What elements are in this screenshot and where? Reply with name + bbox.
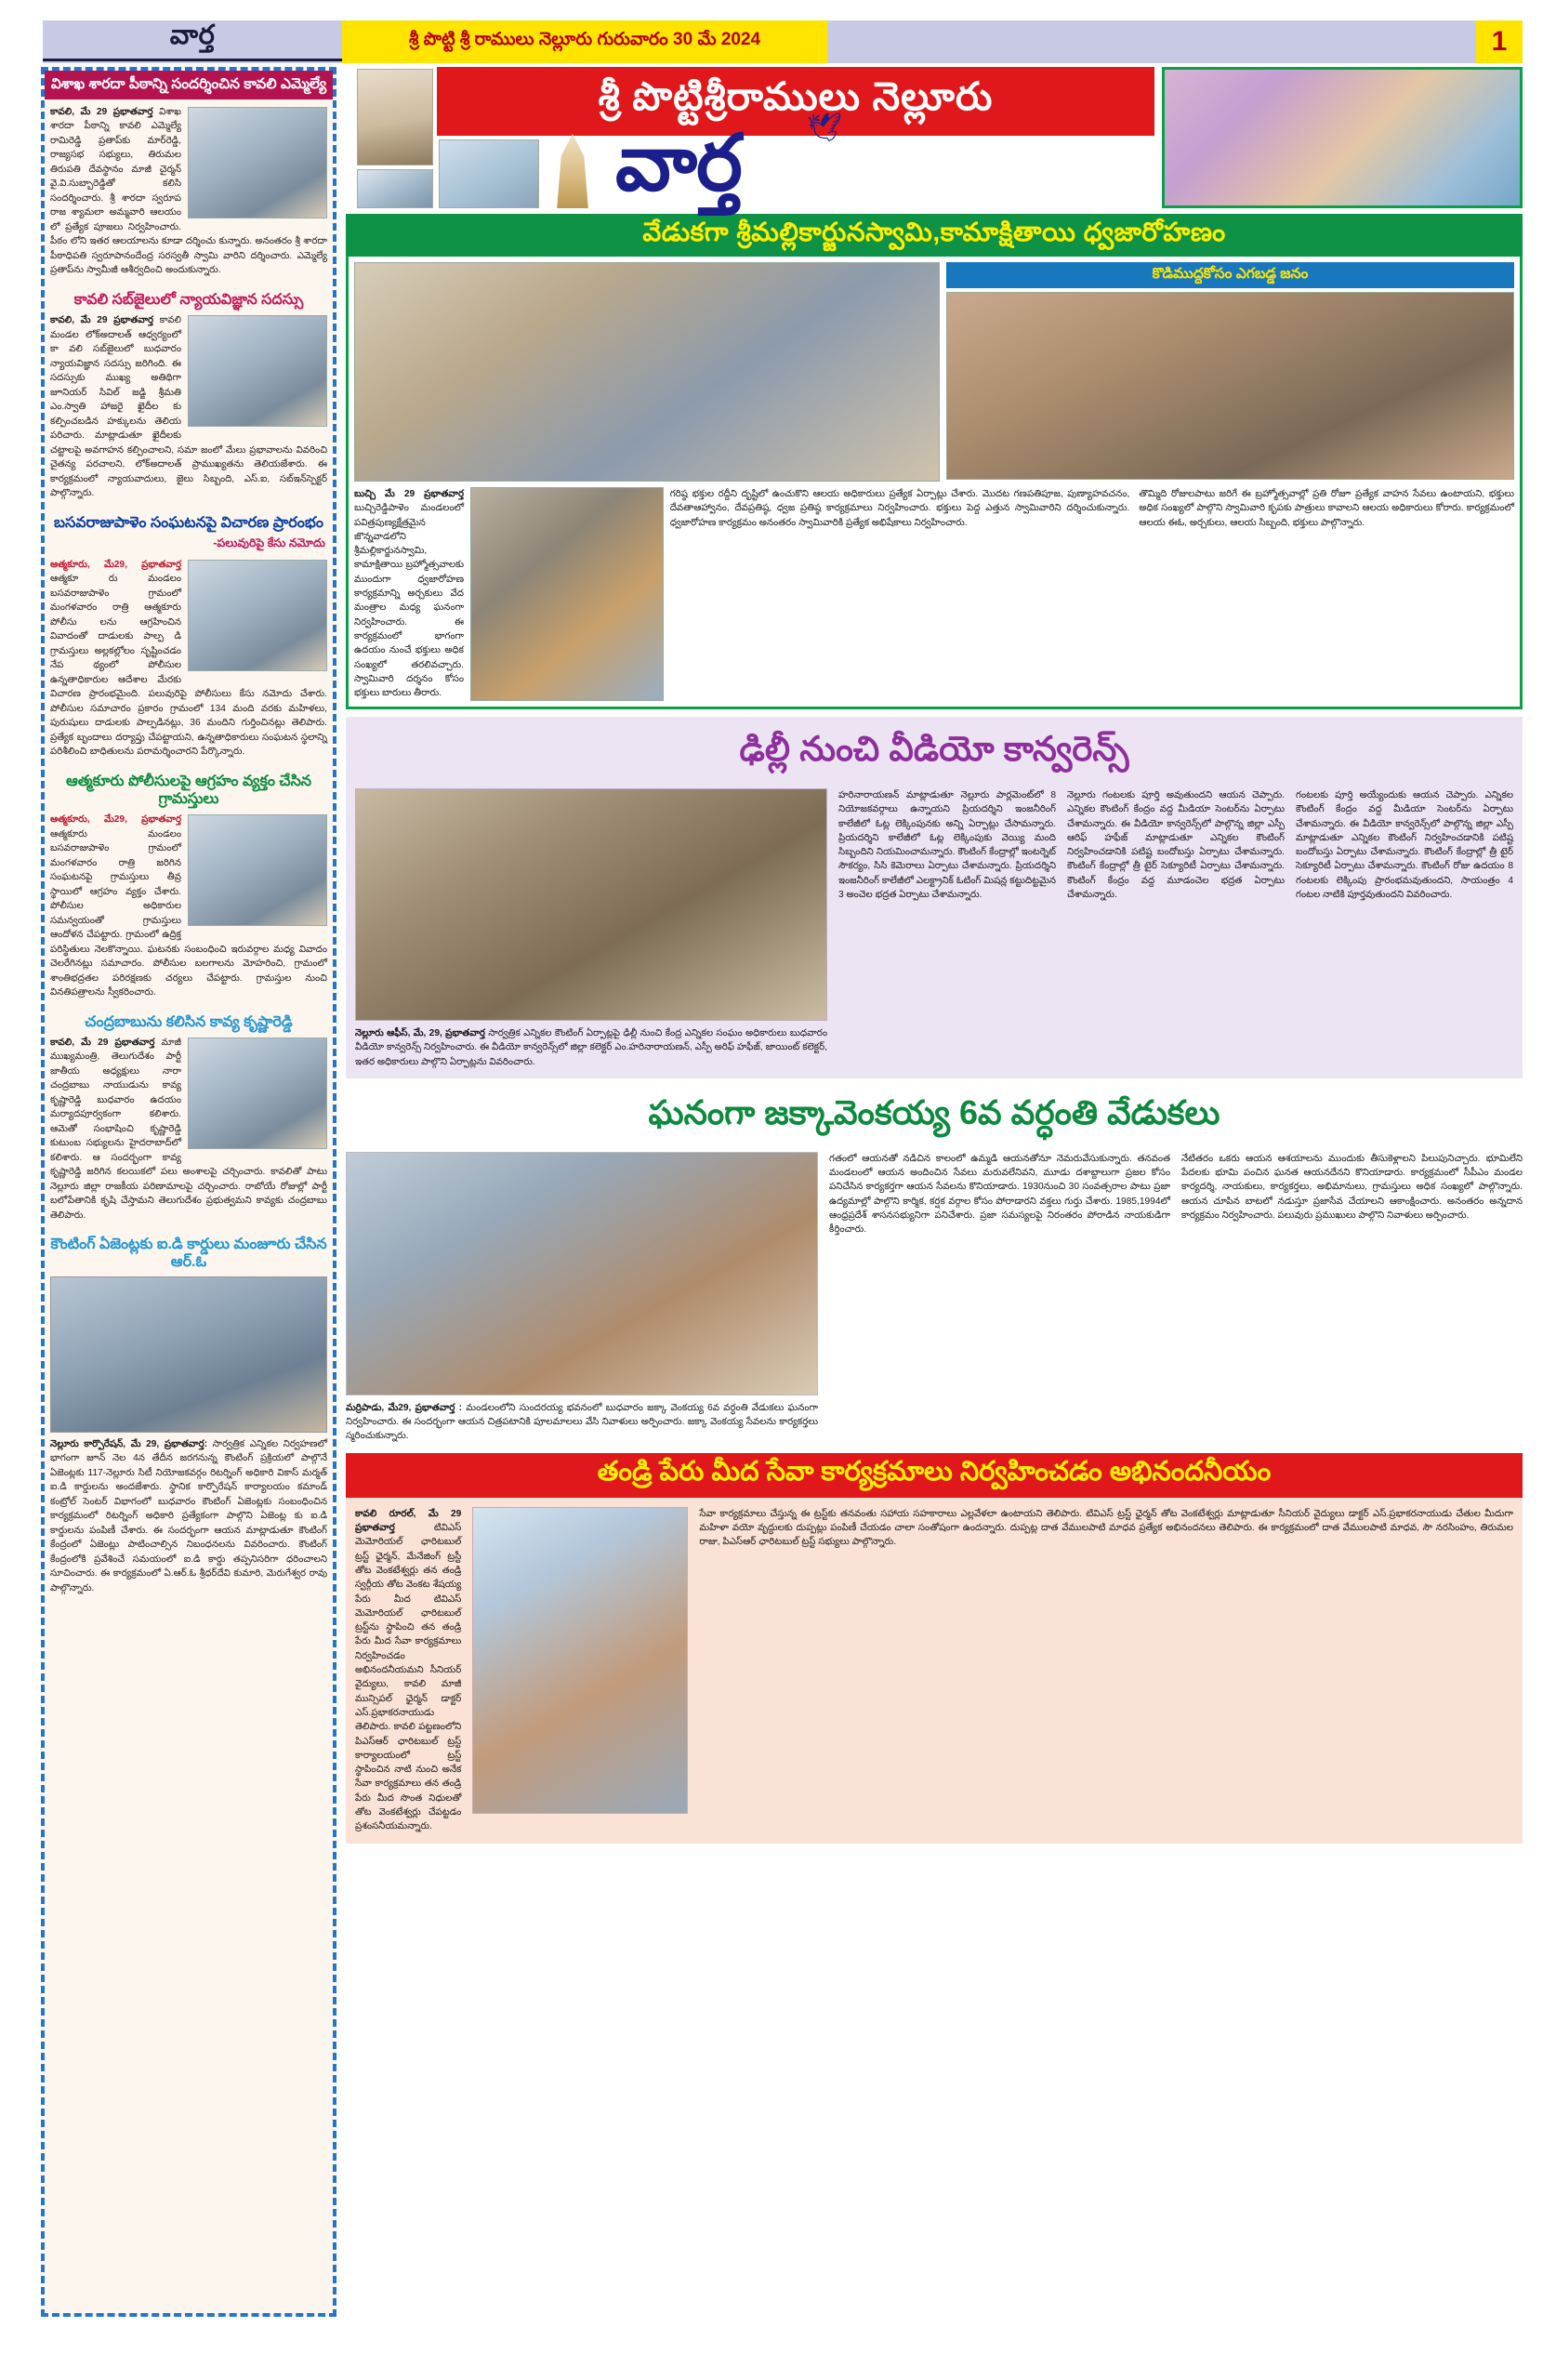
left-article-1-text: విశాఖ శారదా పీఠాన్ని కావలి ఎమ్మెల్యే రామిరెడ్డి ప్రతాప్‌కు మార్‌రెడ్డి, రాజ్యసభ సభ్యులు, తిరుమల తిరుపతి దేవస్థానం మాజీ చైర్మన్ వై.వి.సుబ్బారెడ్డితో కలిసి సందర్శించారు. శ్రీ శారదా స్వరూప రాజ శ్యామలా అమ్మవారి ఆలయం లో ప్రత్యేక పూజలు నిర్వహించారు. పీఠం లోని ఇతర ఆలయాలను కూడా దర్శించు కున్నారు. అనంతరం శ్రీ శారదా పీఠాధిపతి స్వరూపానందేంద్ర సరస్వతీ స్వామి వారిని దర్శించారు. ఎమ్మెల్యే ప్రతాప్‌ను స్వామీజీ ఆశీర్వదించి అందుకున్నారు.	[50, 106, 327, 276]
masthead-block	[346, 67, 1523, 208]
jakka-caption-text: మండలంలోని సుందరయ్య భవనంలో బుధవారం జక్కా వెంకయ్య 6వ వర్ధంతి వేడుకలు ఘనంగా నిర్వహించారు. ఈ సందర్భంగా ఆయన చిత్రపటానికి పూలమాలలు వేసి నివాళులు అర్పించారు. జక్కా వెంకయ్య సేవలను కార్యకర్తలు స్మరించుకున్నారు.	[346, 1402, 818, 1442]
left-article-2-headline: కావలి సబ్‌జైలులో న్యాయవిజ్ఞాన సదస్సు	[73, 291, 304, 308]
masthead-dateline: శ్రీ పొట్టి శ్రీ రాములు నెల్లూరు గురువారం 30 మే 2024	[342, 20, 827, 63]
left-column	[41, 67, 336, 2317]
jakka-text-cols	[829, 1152, 1523, 1444]
red-body-col1-text: టివిఎస్ మెమోరియల్ ఛారిటబుల్ ట్రస్ట్ ఛైర్మన్, మేనేజింగ్ ట్రస్టీ తోట వెంకటేశ్వర్లు తన తండ్రి స్వర్గీయ తోట వెంకట శేషయ్య పేరు మీద టివిఎస్ మెమోరియల్ ఛారిటబుల్ ట్రస్ట్‌ను స్థాపించి తన తండ్రి పేరు మీద సేవా కార్యక్రమాలు నిర్వహించడం అభినందనీయమని సీనియర్ వైద్యులు, కావలి మాజీ మున్సిపల్ ఛైర్మన్ డాక్టర్ ఎస్.ప్రభాకరనాయుడు తెలిపారు. కావలి పట్టణంలోని పిఎస్‌ఆర్ ఛారిటబుల్ ట్రస్ట్ కార్యాలయంలో ట్రస్ట్ స్థాపించిన నాటి నుంచి అనేక సేవా కార్యక్రమాలు తన తండ్రి పేరు మీద సొంత నిధులతో తోట వెంకటేశ్వర్లు చేపట్టడం ప్రశంసనీయమన్నారు.	[355, 1523, 462, 1832]
green-section-right	[946, 262, 1514, 482]
left-article-6-body	[50, 1437, 327, 1596]
video-conference-headline: ఢిల్లీ నుంచి వీడియో కాన్వరెన్స్	[739, 730, 1129, 768]
jakka-memorial-photo	[346, 1152, 818, 1395]
masthead-topbar	[43, 20, 1523, 63]
left-article-1-dateline: కావలి, మే 29 ప్రభాతవార్త	[50, 106, 153, 117]
left-article-3-text: ఆత్మకూ రు మండలం బసవరాజుపాళెం గ్రామంలో మంగళవారం రాత్రి ఆత్మకూరు పోలీసు లను ఆగ్రహించిన వివాదంతో దాడులకు పాల్ప డి గ్రామస్తులు అల్లకల్లోలం సృష్టించడం నేప థ్యంలో పోలీసుల ఉన్నతాధికారుల ఆదేశాల మేరకు విచారణ ప్రారంభమైంది. పలువురిపై పోలీసులు కేసు నమోదు చేశారు. పోలీసుల సమాచారం ప్రకారం గ్రామంలో 134 మంది వరకు మహిళలు, పురుషులు దాడులకు పాల్పడినట్లు, 36 మందిని గుర్తించినట్లు తెలిపారు. ప్రత్యేక బృందాలు దర్యాప్తు చేపట్టాయని, ఉన్నతాధికారులు సంఘటన స్థలాన్ని పరిశీలించి బాధితులను పరామర్శించారని పేర్కొన్నారు.	[50, 574, 327, 758]
left-article-6-photo	[50, 1276, 327, 1433]
masthead-left	[346, 67, 1154, 208]
left-article-5-text: మాజీ ముఖ్యమంత్రి, తెలుగుదేశం పార్టీ జాతీయ అధ్యక్షులు నారా చంద్రబాబు నాయుడును కావ్య కృష్ణారెడ్డి బుధవారం ఉదయం మర్యాదపూర్వకంగా కలిశారు. ఆమెతో సంభాషించి కృష్ణారెడ్డి కుటుంబ సభ్యులను హైదరాబాద్‌లో కలిశారు. ఆ సందర్భంగా కావ్య కృష్ణారెడ్డి జరిగిన కలయికలో పలు అంశాలపై చర్చించారు. కావలితో పాటు నెల్లూరు జిల్లా రాజకీయ పరిణామాలపై చర్చించారు. రాబోయే రోజుల్లో పార్టీ బలోపేతానికి కృషి చేస్తామని తెలుగుదేశం ప్రభుత్వమని కావ్యకు చంద్రబాబు తెలిపారు.	[50, 1037, 327, 1221]
left-article-5-headline: చంద్రబాబును కలిసిన కావ్య కృష్ణారెడ్డి	[85, 1013, 293, 1030]
left-article-2	[50, 313, 327, 506]
video-conference-row	[355, 788, 1513, 1069]
conference-body-col1: హరినారాయణన్ మాట్లాడుతూ నెల్లూరు పార్లమెంట్‌లో 8 నియోజకవర్గాలు ఉన్నాయని ప్రియదర్శిని ఇంజనీరింగ్ కాలేజీలో ఓట్ల లెక్కింపునకు అన్ని ఏర్పాట్లు చేసామన్నారు. ప్రియదర్శిని కాలేజీలో ఓట్ల లెక్కింపుకు వెయ్యి మంది సిబ్బందిని నియమించామన్నారు. కౌంటింగ్ కేంద్రాల్లో ఇంటర్నెట్ సౌకర్యం, సిసి కెమెరాలు ఏర్పాటు చేశామన్నారు. ప్రియదర్శిని ఇంజనీరింగ్ కాలేజీలో ఎలక్ట్రానిక్ ఓటింగ్ మిషన్ల కట్టుదిట్టమైన 3 అంచెల భద్రత ఏర్పాటు చేశామన్నారు.	[838, 790, 1056, 901]
conference-caption-dateline: నెల్లూరు ఆఫీస్, మే, 29, ప్రభాతవార్త	[355, 1028, 485, 1038]
left-article-4-headline: ఆత్మకూరు పోలీసులపై ఆగ్రహం వ్యక్తం చేసిన గ్రామస్తులు	[65, 773, 312, 807]
left-article-1	[50, 105, 327, 283]
jakka-venkayya-row	[346, 1152, 1523, 1444]
jakka-left	[346, 1152, 818, 1444]
green-article-col1	[354, 487, 464, 700]
left-article-3-dateline: ఆత్మకూరు, మే29, ప్రభాతవార్త	[50, 559, 181, 570]
left-article-5-photo	[188, 1038, 327, 1149]
green-article-col2: గరిష్ఠ భక్తుల రద్దీని దృష్టిలో ఉంచుకొని ఆలయ అధికారులు ప్రత్యేక ఏర్పాట్లు చేశారు. మొదట గణపతిపూజ, పుణ్యాహవచనం, దేవతాఆహ్వానం, దేవప్రతిష్ఠ, ధ్వజ ప్రతిష్ఠ కార్యక్రమాలు నిర్వహించారు. భక్తులు పెద్ద ఎత్తున స్వామివారిని దర్శించుకున్నారు. ధ్వజారోహణ కార్యక్రమం అనంతరం స్వామివారికి ప్రత్యేక అభిషేకాలు నిర్వహించారు.	[669, 489, 1130, 528]
left-article-1-headline: విశాఖ శారదా పీఠాన్ని సందర్శించిన కావలి ఎమ్మెల్యే	[45, 71, 333, 99]
left-article-2-photo	[188, 315, 327, 427]
gopuram-icon	[547, 134, 599, 208]
left-article-3-photo	[188, 560, 327, 671]
main-column	[346, 67, 1523, 2317]
red-banner-headline: తండ్రి పేరు మీద సేవా కార్యక్రమాలు నిర్వహించడం అభినందనీయం	[346, 1453, 1523, 1498]
masthead-red-band: శ్రీ పొట్టిశ్రీరాములు నెల్లూరు	[437, 67, 1154, 136]
red-section-row	[355, 1507, 1513, 1834]
green-section-bottom-row	[354, 487, 1514, 701]
green-article-col3: తొమ్మిది రోజులపాటు జరిగే ఈ బ్రహ్మోత్సవాల్లో ప్రతి రోజూ ప్రత్యేక వాహన సేవలు ఉంటాయని, భక్తులు అధిక సంఖ్యలో పాల్గొని స్వామివారి కృపకు పాత్రులు కావాలని ఆలయ అధికారులు కోరారు. కార్యక్రమంలో ఆలయ ఈఓ, అర్చకులు, ఆలయ సిబ్బంది, భక్తులు పాల్గొన్నారు.	[1139, 489, 1514, 528]
temple-deity-photo	[470, 487, 664, 701]
dhwajarohanam-photo	[354, 262, 940, 482]
green-article-right-cols	[670, 487, 1514, 701]
red-body-dateline: కావలి రూరల్, మే 29 ప్రభాతవార్త	[355, 1508, 462, 1534]
left-article-6-text: సార్వత్రిక ఎన్నికల నిర్వహణలో భాగంగా జూన్ నెల 4న తేదీన జరగనున్న కౌంటింగ్ ప్రక్రియలో పాల్గొనే ఏజెంట్లకు 117-నెల్లూరు సిటీ నియోజకవర్గం రిటర్నింగ్ అధికారి వికాస్ మర్మత్ ఐ.డి కార్డులను అందజేశారు. స్థానిక కార్పొరేషన్ కార్యాలయం కమాండ్ కంట్రోల్ సెంటర్ విభాగంలో బుధవారం కౌంటింగ్ ఏజెంట్లకు సంబంధించిన కార్యక్రమంలో రిటర్నింగ్ అధికారి ప్రత్యేకంగా పాల్గొని ఏజెంట్ల కు ఐ.డి కార్డులను పంపిణీ చేశారు. ఈ సందర్భంగా ఆయన మాట్లాడుతూ కౌంటింగ్ కేంద్రంలో ఏజెంట్లు పాటించాల్సిన నిబంధనలను వివరించారు. కౌంటింగ్ కేంద్రంలోకి ప్రవేశించే సమయంలో ఐ.డి కార్డు తప్పనిసరిగా ధరించాలని సూచించారు. ఈ కార్యక్రమంలో ఏ.ఆర్.ఓ శ్రీధర్‌దేవి కుమారి, మెరుగేశ్వర రావు పాల్గొన్నారు.	[50, 1438, 327, 1593]
green-section	[346, 257, 1523, 709]
left-article-5-dateline: కావలి, మే 29 ప్రభాతవార్త	[50, 1037, 155, 1048]
video-conference-text-cols	[838, 788, 1513, 1069]
left-article-5	[50, 1036, 327, 1228]
left-article-2-dateline: కావలి, మే 29 ప్రభాతవార్త	[50, 315, 154, 325]
red-body-col2: సేవా కార్యక్రమాలు చేస్తున్న ఈ ట్రస్ట్‌కు తనవంతు సహాయ సహకారాలు ఎల్లవేళలా ఉంటాయని తెలిపారు. టివిఎస్ ట్రస్ట్ ఛైర్మన్ తోట వెంకటేశ్వర్లు మాట్లాడుతూ సీనియర్ వైద్యులు డాక్టర్ ఎస్.ప్రభాకరనాయుడు చేతుల మీదుగా మహిళా వయో వృద్ధులకు దుప్పట్లు పంపిణీ చేయడం చాలా సంతోషంగా ఉందన్నారు. దుప్పట్ల దాత వేములపాటి మాధవ ప్రత్యేక అభినందనలు తెలిపారు. ఈ కార్యక్రమంలో దాత వేములపాటి మాధవ, సౌ నరసింహం, తిరుమల రాజు, పిఎస్‌ఆర్ ఛారిటబుల్ ట్రస్ట్ సభ్యులు పాల్గొన్నారు.	[699, 1508, 1513, 1548]
conference-caption	[355, 1026, 827, 1069]
jakka-body-col2: నేటితరం ఒకరు ఆయన ఆశయాలను ముందుకు తీసుకెళ్లాలని పిలుపునిచ్చారు. భూమిలేని పేదలకు భూమి పంచిన ఘనత ఆయనదేనని కొనియాడారు. కార్యక్రమంలో సీపీఎం మండల కార్యదర్శి, నాయకులు, కార్యకర్తలు, అభిమానులు, గ్రామస్తులు అధిక సంఖ్యలో పాల్గొన్నారు. ఆయన చూపిన బాటలో నడుస్తూ ప్రజాసేవ చేయాలని ఆకాంక్షించారు. అనంతరం అన్నదాన కార్యక్రమం నిర్వహించారు. పలువురు ప్రముఖులు పాల్గొని నివాళులు అర్పించారు.	[1181, 1153, 1523, 1222]
green-article-col1-wrap	[354, 487, 464, 701]
green-section-top-row	[354, 262, 1514, 482]
left-article-4-dateline: ఆత్మకూరు, మే29, ప్రభాతవార్త	[50, 814, 181, 826]
masthead-spacer	[827, 20, 1476, 63]
conference-meeting-photo	[355, 788, 827, 1021]
green-banner-headline: వేడుకగా శ్రీమల్లికార్జునస్వామి,కామాక్షితాయి ధ్వజారోహణం	[346, 214, 1523, 257]
bridge-thumbnail	[357, 169, 433, 208]
blue-caption-bar: కొడిముద్దకోసం ఎగబడ్డ జనం	[946, 262, 1514, 288]
tvs-trust-photo	[472, 1507, 688, 1814]
left-article-2-text: కావలి మండల లోక్‌అదాలత్ ఆధ్వర్యంలో కా వలి సబ్‌జైలులో బుధవారం న్యాయవిజ్ఞాన సదస్సు జరిగింది. ఈ సదస్సుకు ముఖ్య అతిథిగా జూనియర్ సివిల్ జడ్జి శ్రీమతి ఎం.స్వాతి హాజరై ఖైదీల కు కల్పించబడిన హక్కులను తెలియ పరిచారు. మాట్లాడుతూ ఖైదీలకు చట్టాలపై అవగాహన కల్పించాలని, సమా జంలో మేలు ప్రభావాలను వివరించి చైతన్య పరచాలని, లోక్‌అదాలత్ ప్రాముఖ్యతను తెలియజేశారు. ఈ కార్యక్రమంలో న్యాయవాదులు, జైలు సిబ్బంది, ఎస్‌.ఐ, సబ్‌ఇన్‌స్పెక్టర్ పాల్గొన్నారు.	[50, 315, 327, 498]
left-article-3-headline: బసవరాజుపాళెం సంఘటనపై విచారణ ప్రారంభం	[53, 514, 324, 531]
left-article-4	[50, 813, 327, 1005]
page-number: 1	[1476, 20, 1523, 63]
left-article-3-subhead: -పలువురిపై కేసు నమోదు	[213, 536, 325, 549]
jakka-body-col1: గతంలో ఆయనతో నడిచిన కాలంలో ఉమ్మడి ఆయనతోనూ నెమరువేసుకున్నారు. తనవంత మండలంలో ఆయన అందించిన సేవలు మరువలేనివని, మూడు దశాబ్దాలుగా ప్రజల కోసం పనిచేసిన కార్యకర్తగా ఆయన సేవలను కొనియాడారు. 1930నుంచి 30 సంవత్సరాల పాటు ప్రజా ఉద్యమాల్లో పాల్గొని కార్మిక, కర్షక వర్గాల కోసం పోరాడారని వక్తలు గుర్తు చేశారు. 1985,1994లో ఆంధ్రప్రదేశ్ శాసనసభ్యునిగా పనిచేశారు. ప్రజా సమస్యలపై నిరంతరం పోరాడిన నాయకుడిగా కీర్తించారు.	[829, 1153, 1170, 1236]
video-conference-left	[355, 788, 827, 1069]
masthead-temple-photo	[1162, 67, 1523, 208]
red-body-col1-wrap	[355, 1507, 461, 1834]
crowd-photo	[946, 292, 1514, 480]
conference-body-col2: నెల్లూరు గంటలకు పూర్తి అవుతుందని ఆయన చెప్పారు. ఎన్నికల కౌంటింగ్ కేంద్రం వద్ద మీడియా సెంటర్‌ను ఏర్పాటు చేశామన్నారు. ఈ వీడియో కాన్వరెన్స్‌లో పాల్గొన్న జిల్లా ఎస్పీ ఆరిఫ్ హఫీజ్ మాట్లాడుతూ ఎన్నికల కౌంటింగ్ నిర్వహించడానికి పటిష్ట బందోబస్తు ఏర్పాటు చేశామన్నారు. కౌంటింగ్ కేంద్రాల్లో త్రీ టైర్ సెక్యూరిటీ ఏర్పాటు చేశామన్నారు. కౌంటింగ్ కేంద్రం వద్ద మూడంచెల భద్రత ఏర్పాటు చేశామన్నారు.	[1067, 790, 1285, 901]
jakka-caption-dateline: మర్రిపాడు, మే29, ప్రభాతవార్త :	[346, 1402, 463, 1413]
left-article-6-headline: కౌంటింగ్ ఏజెంట్లకు ఐ.డి కార్డులు మంజూరు చేసిన ఆర్‌.ఓ	[50, 1236, 327, 1271]
green-article-dateline: బుచ్చి మే 29 ప్రభాతవార్త	[354, 489, 464, 499]
red-body-right-cols	[699, 1507, 1513, 1834]
green-article-col1-text: బుచ్చిరెడ్డిపాళెం మండలంలో పవిత్రపుణ్యక్షేత్రమైన జొన్నవాడలోని శ్రీమల్లికార్జునస్వామి, కామాక్షితాయి బ్రహ్మోత్సవాలకు ముందుగా ధ్వజారోహణ కార్యక్రమాన్ని అర్చకులు వేద మంత్రాల మధ్య ఘనంగా నిర్వహించారు. ఈ కార్యక్రమంలో భాగంగా ఉదయం నుంచే భక్తులు అధిక సంఖ్యలో తరలివచ్చారు. స్వామివారి దర్శనం కోసం భక్తులు బారులు తీరారు.	[354, 503, 464, 699]
left-article-4-photo	[188, 814, 327, 926]
left-article-6-dateline: నెల్లూరు కార్పొరేషన్, మే 29, ప్రభాతవార్త:	[50, 1438, 208, 1449]
conference-body-col3: గంటలకు పూర్తి అయ్యేందుకు ఆయన చెప్పారు. ఎన్నికల కౌంటింగ్ కేంద్రం వద్ద మీడియా సెంటర్‌ను ఏర్పాటు చేశామన్నారు. ఈ వీడియో కాన్వరెన్స్‌లో పాల్గొన్న జిల్లా ఎస్పీ మాట్లాడుతూ ఎన్నికల కౌంటింగ్ నిర్వహించడానికి పటిష్ట బందోబస్తు ఏర్పాటు చేశామన్నారు. కౌంటింగ్ కేంద్రాల్లో త్రీ టైర్ సెక్యూరిటీ ఏర్పాటు చేశామన్నారు. కౌంటింగ్ రోజు ఉదయం 8 గంటలకు లెక్కింపు ప్రారంభమవుతుందని, సాయంత్రం 4 గంటల నాటికి పూర్తవుతుందని వివరించారు.	[1296, 790, 1513, 901]
landmark-thumbnail	[439, 139, 539, 208]
left-article-4-text: ఆత్మకూరు మండలం బసవరాజుపాళెం గ్రామంలో మంగళవారం రాత్రి జరిగిన సంఘటనపై గ్రామస్తులు తీవ్ర స్థాయిలో ఆగ్రహం వ్యక్తం చేశారు. పోలీసుల అధికారుల సమన్వయంతో గ్రామస్తులు ఆందోళన చేపట్టారు. గ్రామంలో ఉద్రిక్త పరిస్థితులు నెలకొన్నాయి. ఘటనకు సంబంధించి ఇరువర్గాల మధ్య వివాదం చెలరేగినట్లు సమాచారం. పోలీసుల బలగాలను మోహరించి, గ్రామంలో శాంతిభద్రతల పరిరక్షణకు చర్యలు చేపట్టారు. గ్రామస్తుల నుంచి వినతిపత్రాలను స్వీకరించారు.	[50, 828, 327, 998]
masthead-main-title: వార్త	[615, 119, 742, 206]
red-section	[346, 1498, 1523, 1844]
jakka-venkayya-headline: ఘనంగా జక్కావెంకయ్య 6వ వర్ధంతి వేడుకలు	[346, 1078, 1523, 1152]
masthead-small-logo: వార్త	[43, 20, 342, 61]
conference-caption-text: సార్వత్రిక ఎన్నికల కౌంటింగ్ ఏర్పాట్లపై ఢిల్లీ నుంచి కేంద్ర ఎన్నికల సంఘం అధికారులు బుధవారం వీడియో కాన్వరెన్స్ నిర్వహించారు. ఈ వీడియో కాన్వరెన్స్‌లో జిల్లా కలెక్టర్ ఎం.హరినారాయణన్, ఎస్పీ అరిఫ్ హఫీజ్, జాయింట్ కలెక్టర్, ఇతర అధికారులు పాల్గొని ఏర్పాట్లను వివరించారు.	[355, 1028, 828, 1067]
dove-icon: 🕊	[807, 112, 843, 143]
jakka-caption	[346, 1401, 818, 1444]
left-article-3	[50, 558, 327, 764]
potti-sriramulu-portrait	[357, 69, 433, 165]
video-conference-section	[346, 717, 1523, 1078]
left-article-1-photo	[188, 107, 327, 218]
red-body-col1	[355, 1507, 461, 1834]
